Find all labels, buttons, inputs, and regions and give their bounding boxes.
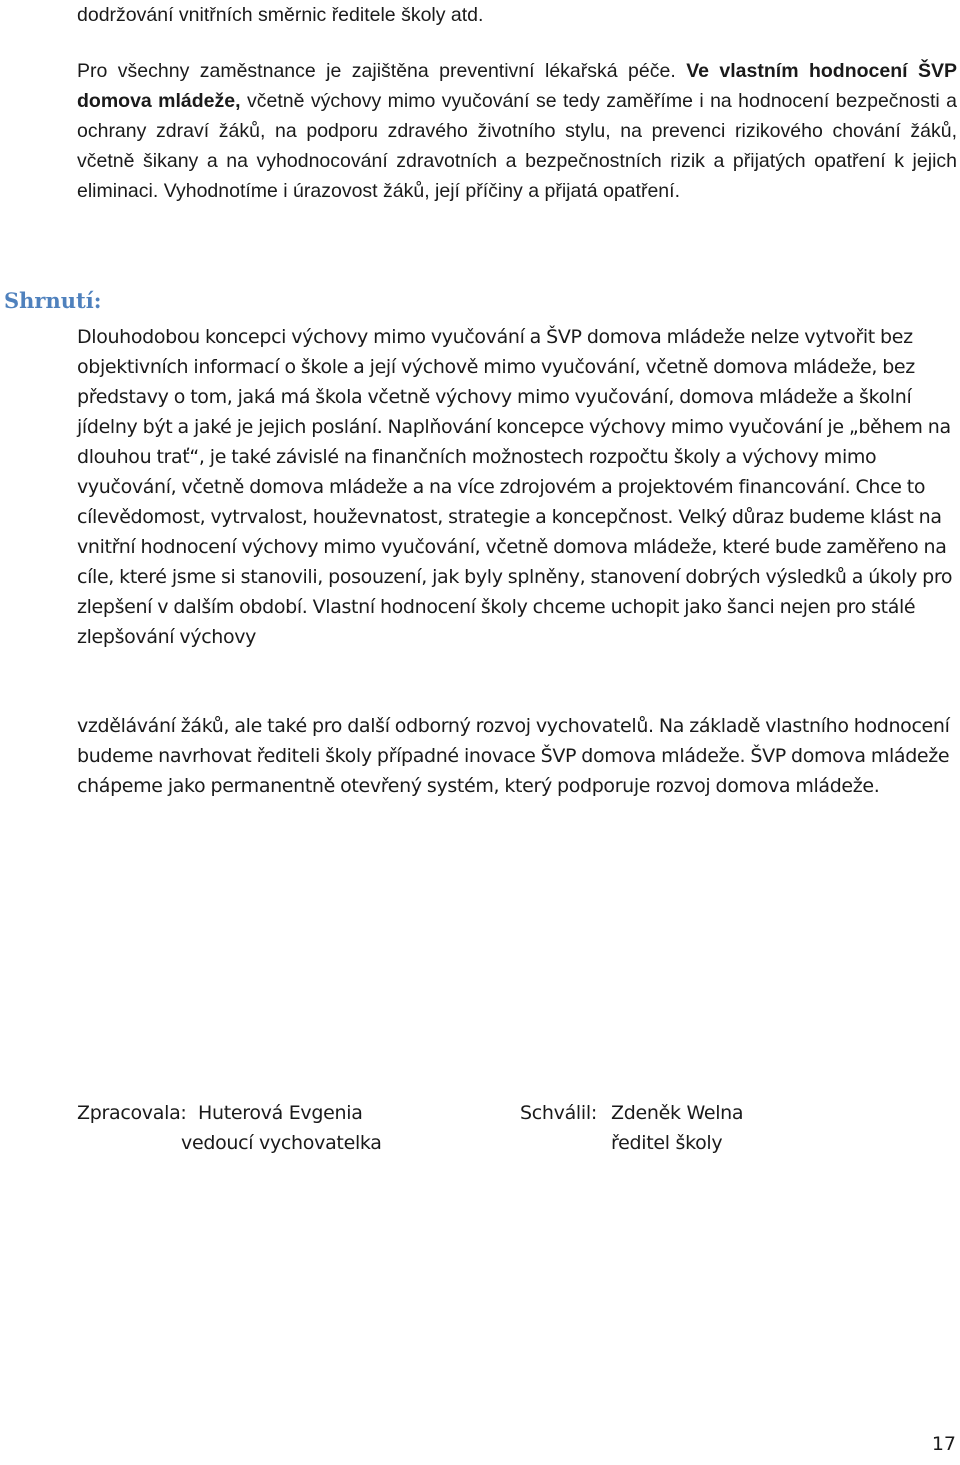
care-lead-text: Pro všechny zaměstnance je zajištěna preventivní lékařská péče. bbox=[77, 60, 676, 82]
prepared-by-role: vedoucí vychovatelka bbox=[181, 1132, 382, 1154]
approved-by-label: Schválil: bbox=[520, 1102, 597, 1124]
summary-paragraph-2: vzdělávání žáků, ale také pro další odborný rozvoj vychovatelů. Na základě vlastního hodnocení budeme navrhovat řediteli školy případné inovace ŠVP domova mládeže. ŠVP domova mládeže chápeme jako permanentně otevřený systém, který podporuje rozvoj domova mládeže. bbox=[77, 715, 950, 797]
summary-paragraph-1: Dlouhodobou koncepci výchovy mimo vyučování a ŠVP domova mládeže nelze vytvořit bez objektivních informací o škole a její výchově mimo vyučování, včetně domova mládeže, bez představy o tom, jaká má škola včetně výchovy mimo vyučování, domova mládeže a školní jídelny být a jaké je jejich poslání. Naplňování koncepce výchovy mimo vyučování je „během na dlouhou trať“, je také závislé na finančních možnostech rozpočtu školy a výchovy mimo vyučování, včetně domova mládeže a na více zdrojovém a projektovém financování. Chce to cílevědomost, vytrvalost, houževnatost, strategie a koncepčnost. Velký důraz budeme klást na vnitřní hodnocení výchovy mimo vyučování, včetně domova mládeže, které bude zaměřeno na cíle, které jsme si stanovili, posouzení, jak byly splněny, stanovení dobrých výsledků a úkoly pro zlepšení v dalším období. Vlastní hodnocení školy chceme uchopit jako šanci nejen pro stálé zlepšování výchovy bbox=[77, 326, 953, 648]
intro-top-line: dodržování vnitřních směrnic ředitele školy atd. bbox=[77, 4, 484, 26]
prepared-by-name: Huterová Evgenia bbox=[198, 1102, 363, 1124]
care-bold-text: Ve vlastním hodnocení ŠVP domova mládeže, bbox=[77, 60, 957, 112]
intro-health-care-paragraph bbox=[77, 56, 957, 206]
care-rest-text: včetně výchovy mimo vyučování se tedy zaměříme i na hodnocení bezpečnosti a ochrany zdraví žáků, na podporu zdravého životního stylu, na prevenci rizikového chování žáků, včetně šikany a na vyhodnocování zdravotních a bezpečnostních rizik a přijatých opatření k jejich eliminaci. Vyhodnotíme i úrazovost žáků, její příčiny a přijatá opatření. bbox=[77, 90, 957, 202]
prepared-by-label: Zpracovala: bbox=[77, 1102, 187, 1124]
approved-by-name: Zdeněk Welna bbox=[611, 1102, 744, 1124]
approved-by-role: ředitel školy bbox=[611, 1132, 723, 1154]
page-number: 17 bbox=[931, 1433, 956, 1455]
summary-heading: Shrnutí: bbox=[4, 288, 102, 313]
